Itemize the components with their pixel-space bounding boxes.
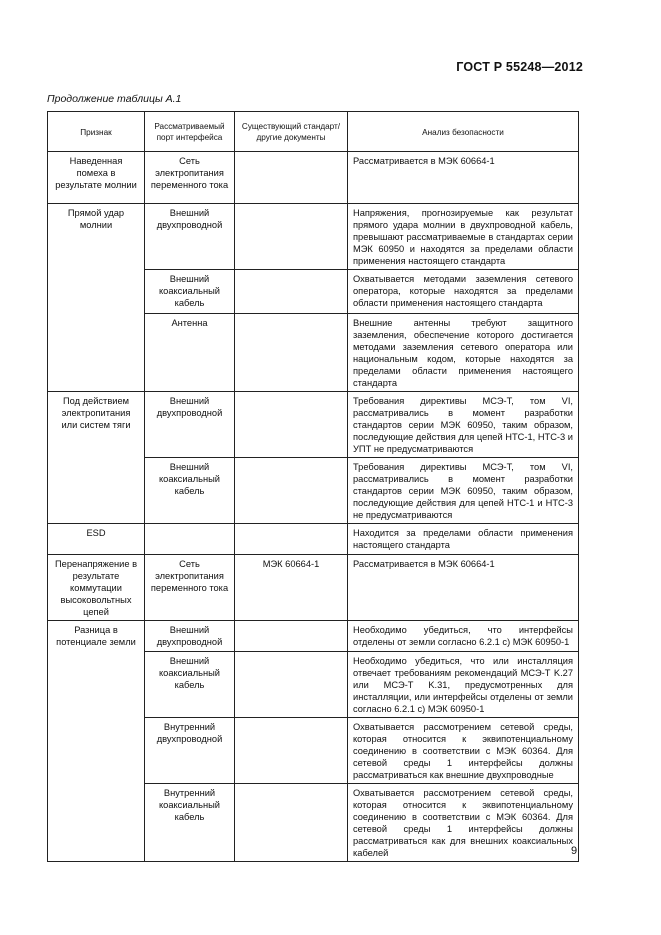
- analysis-cell: Охватывается рассмотрением сетевой среды, которая относится к эквипотенциальному соединению в соответствии с МЭК 60364. Для сетевой среды 1 интерфейсы должны рассматриваться как для внешних коаксиальных кабелей: [348, 784, 579, 862]
- analysis-cell: Необходимо убедиться, что интерфейсы отделены от земли согласно 6.2.1 с) МЭК 60950-1: [348, 621, 579, 652]
- document-cell: [235, 524, 348, 555]
- analysis-cell: Требования директивы МСЭ-Т, том VI, рассматривались в момент разработки стандартов серии МЭК 60950, таким образом, последующие действия для цепей НТС-1, НТС-3 и УПТ не предусматриваются: [348, 392, 579, 458]
- analysis-cell: Требования директивы МСЭ-Т, том VI, рассматривались в момент разработки стандартов серии МЭК 60950, таким образом, последующие действия для цепей НТС-1 и НТС-3 не предусматриваются: [348, 458, 579, 524]
- table-row: [48, 555, 579, 621]
- document-cell: [235, 314, 348, 392]
- analysis-cell: Рассматривается в МЭК 60664-1: [348, 555, 579, 621]
- table-caption: Продолжение таблицы А.1: [47, 93, 182, 105]
- feature-cell: Под действием электропитания или систем тяги: [48, 392, 145, 524]
- port-cell: Внешний двухпроводной: [145, 392, 235, 458]
- feature-cell: Разница в потенциале земли: [48, 621, 145, 862]
- port-cell: Внешний двухпроводной: [145, 621, 235, 652]
- port-cell: Сеть электропитания переменного тока: [145, 555, 235, 621]
- port-cell: [145, 524, 235, 555]
- analysis-cell: Внешние антенны требуют защитного заземления, обеспечение которого достигается методами заземления сетевого оператора или национальным кодом, которые находятся за пределами области применения настоящего стандарта: [348, 314, 579, 392]
- analysis-cell: Рассматривается в МЭК 60664-1: [348, 152, 579, 204]
- column-header-document: Существующий стандарт/другие документы: [235, 112, 348, 152]
- port-cell: Внутренний двухпроводной: [145, 718, 235, 784]
- table-header-row: [48, 112, 579, 152]
- safety-analysis-table: [47, 111, 579, 862]
- port-cell: Внешний коаксиальный кабель: [145, 458, 235, 524]
- analysis-cell: Охватывается рассмотрением сетевой среды, которая относится к эквипотенциальному соединению в соответствии с МЭК 60364. Для сетевой среды 1 интерфейсы должны рассматриваться как внешние двухпроводные: [348, 718, 579, 784]
- document-cell: [235, 652, 348, 718]
- document-cell: [235, 204, 348, 270]
- table-row: [48, 524, 579, 555]
- page-number: 9: [571, 845, 578, 857]
- port-cell: Сеть электропитания переменного тока: [145, 152, 235, 204]
- document-cell: [235, 784, 348, 862]
- table-row: [48, 621, 579, 652]
- feature-cell: Перенапряжение в результате коммутации высоковольтных цепей: [48, 555, 145, 621]
- feature-cell: Наведенная помеха в результате молнии: [48, 152, 145, 204]
- port-cell: Внешний коаксиальный кабель: [145, 652, 235, 718]
- table-row: [48, 204, 579, 270]
- feature-cell: Прямой удар молнии: [48, 204, 145, 392]
- document-cell: [235, 270, 348, 314]
- column-header-feature: Признак: [48, 112, 145, 152]
- port-cell: Антенна: [145, 314, 235, 392]
- analysis-cell: Находится за пределами области применения настоящего стандарта: [348, 524, 579, 555]
- port-cell: Внешний коаксиальный кабель: [145, 270, 235, 314]
- document-cell: МЭК 60664-1: [235, 555, 348, 621]
- feature-cell: ESD: [48, 524, 145, 555]
- analysis-cell: Напряжения, прогнозируемые как результат прямого удара молнии в двухпроводной кабель, превышают рассматриваемые в стандартах серии МЭК 60950 и находятся за пределами области применения настоящего стандарта: [348, 204, 579, 270]
- document-cell: [235, 621, 348, 652]
- document-cell: [235, 458, 348, 524]
- document-cell: [235, 392, 348, 458]
- document-cell: [235, 152, 348, 204]
- column-header-port: Рассматриваемый порт интерфейса: [145, 112, 235, 152]
- port-cell: Внешний двухпроводной: [145, 204, 235, 270]
- document-cell: [235, 718, 348, 784]
- port-cell: Внутренний коаксиальный кабель: [145, 784, 235, 862]
- table-row: [48, 152, 579, 204]
- table-row: [48, 392, 579, 458]
- column-header-analysis: Анализ безопасности: [348, 112, 579, 152]
- standard-designation: ГОСТ Р 55248—2012: [456, 60, 583, 74]
- analysis-cell: Охватывается методами заземления сетевого оператора, которые находятся за пределами области применения настоящего стандарта: [348, 270, 579, 314]
- analysis-cell: Необходимо убедиться, что или инсталляция отвечает требованиям рекомендаций МСЭ-Т K.27 или МСЭ-Т K.31, предусмотренных для инсталляции, или интерфейсы отделены от земли согласно 6.2.1 с) МЭК 60950-1: [348, 652, 579, 718]
